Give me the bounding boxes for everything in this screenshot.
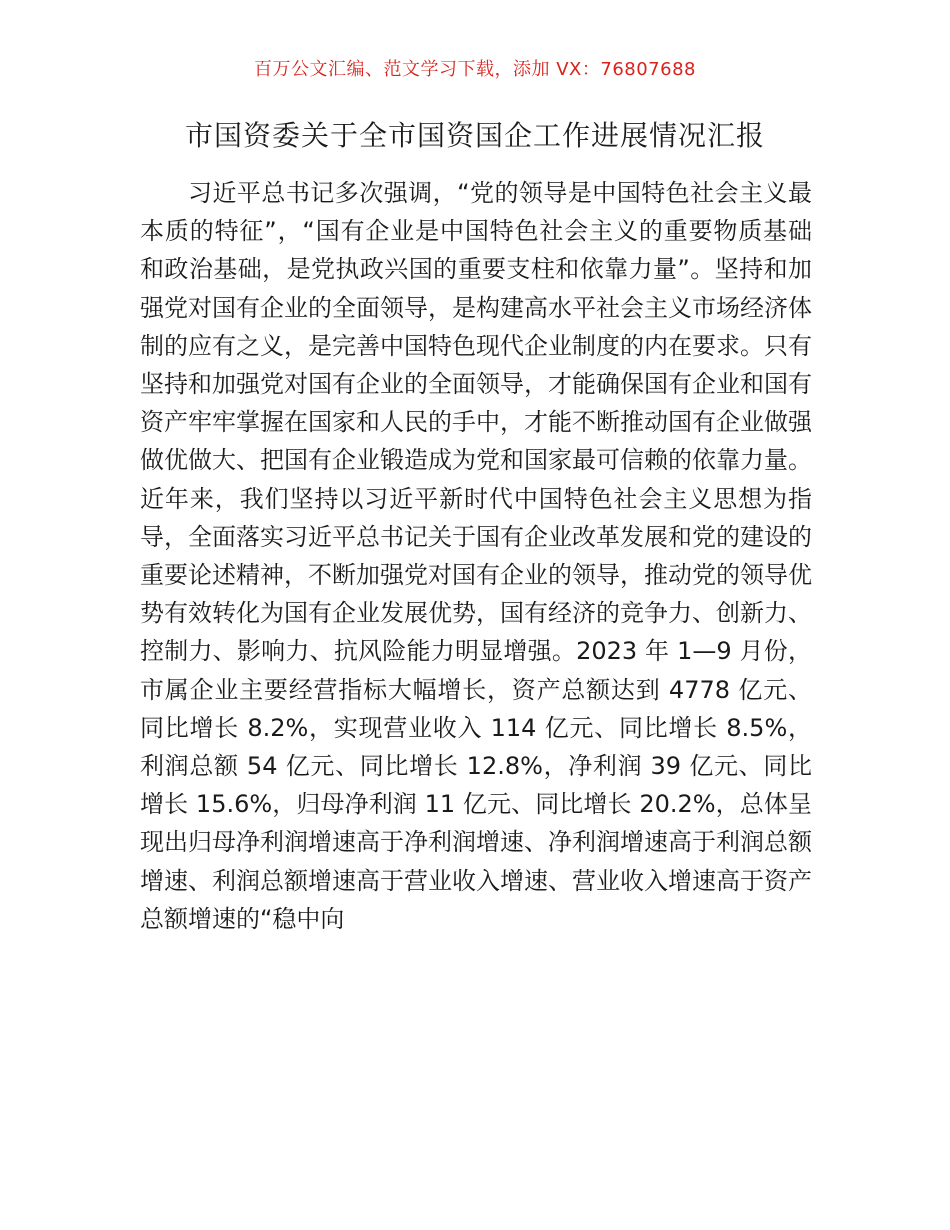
watermark-banner: 百万公文汇编、范文学习下载，添加 VX：76807688 [254, 59, 696, 80]
body-paragraph: 习近平总书记多次强调，“党的领导是中国特色社会主义最本质的特征”，“国有企业是中国特色社会主义的重要物质基础和政治基础，是党执政兴国的重要支柱和依靠力量”。坚持和加强党对国有企业的全面领导，是构建高水平社会主义市场经济体制的应有之义，是完善中国特色现代企业制度的内在要求。只有坚持和加强党对国有企业的全面领导，才能确保国有企业和国有资产牢牢掌握在国家和人民的手中，才能不断推动国有企业做强做优做大、把国有企业锻造成为党和国家最可信赖的依靠力量。近年来，我们坚持以习近平新时代中国特色社会主义思想为指导，全面落实习近平总书记关于国有企业改革发展和党的建设的重要论述精神，不断加强党对国有企业的领导，推动党的领导优势有效转化为国有企业发展优势，国有经济的竞争力、创新力、控制力、影响力、抗风险能力明显增强。2023 年 1—9 月份，市属企业主要经营指标大幅增长，资产总额达到 4778 亿元、同比增长 8.2%，实现营业收入 114 亿元、同比增长 8.5%，利润总额 54 亿元、同比增长 12.8%，净利润 39 亿元、同比增长 15.6%，归母净利润 11 亿元、同比增长 20.2%，总体呈现出归母净利润增速高于净利润增速、净利润增速高于利润总额增速、利润总额增速高于营业收入增速、营业收入增速高于资产总额增速的“稳中向 [140, 179, 812, 933]
document-title: 市国资委关于全市国资国企工作进展情况汇报 [184, 119, 765, 152]
